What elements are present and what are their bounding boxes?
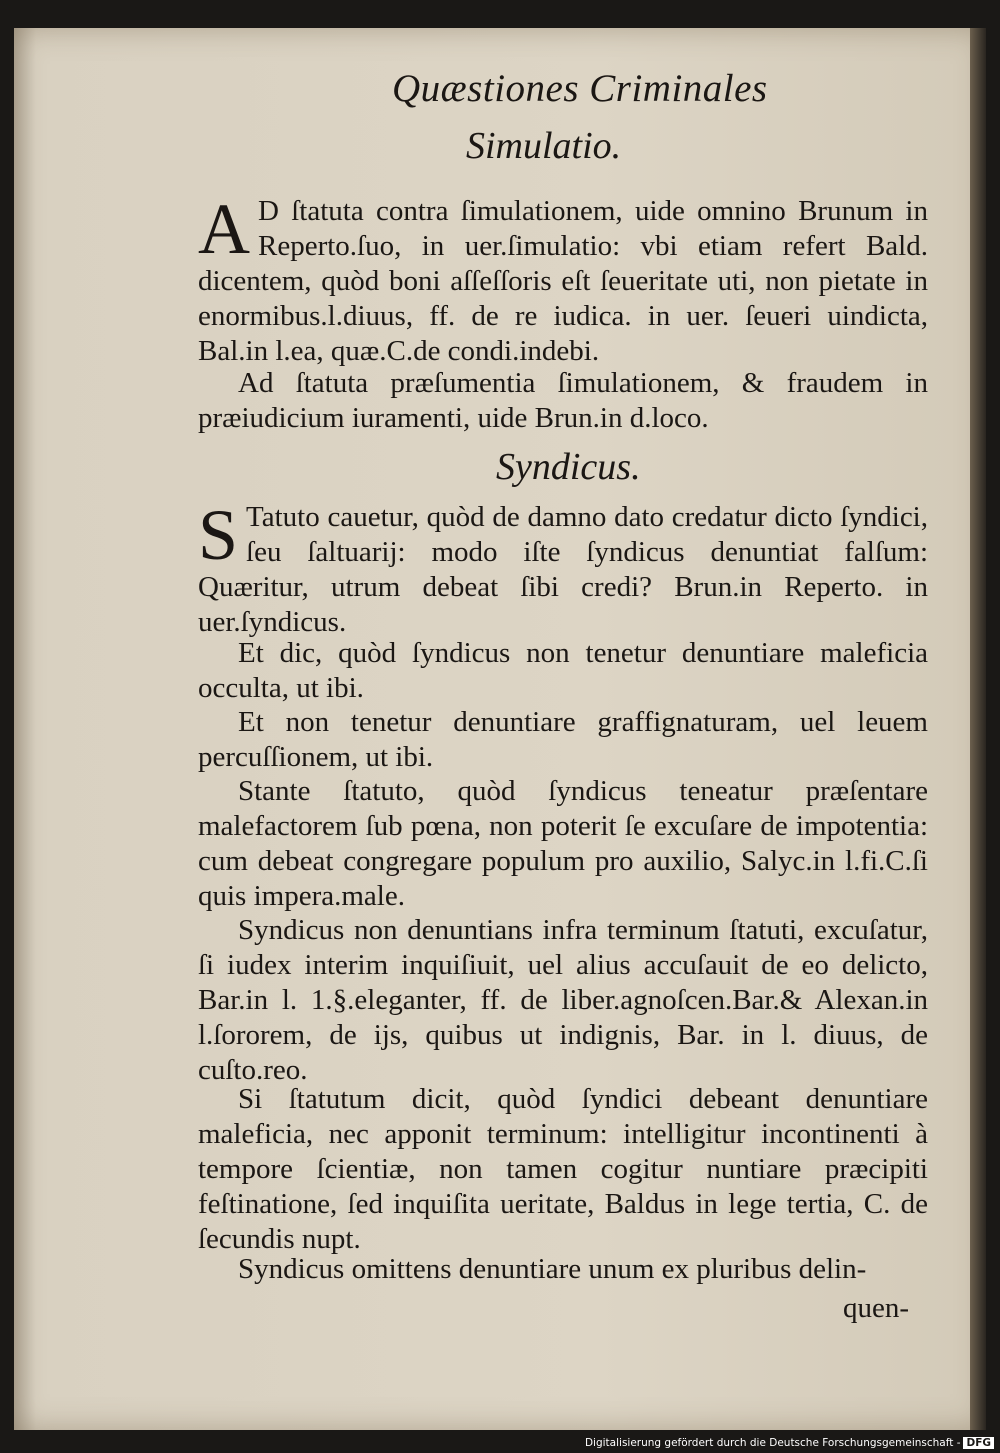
catchword: quen- <box>843 1292 910 1324</box>
drop-cap: S <box>198 495 239 575</box>
paragraph: Syndicus omittens denuntiare unum ex pluribus delin- <box>238 1253 867 1285</box>
section-heading-syndicus: Syndicus. <box>496 446 641 488</box>
paragraph: Stante ſtatuto, quòd ſyndicus teneatur præſentare malefactorem ſub pœna, non poterit ſe excuſare de impotentia: cum debeat congregare populum pro auxilio, Salyc.in l.fi.C.ſi quis impera.male. <box>198 775 928 912</box>
paragraph: Et non tenetur denuntiare graffignaturam, uel leuem percuſſionem, ut ibi. <box>198 706 928 773</box>
footer-credit <box>585 1437 994 1449</box>
dfg-logo: DFG <box>963 1437 994 1449</box>
running-head: Quæstiones Criminales <box>392 67 768 110</box>
paragraph <box>198 189 928 369</box>
paragraph: Syndicus non denuntians infra terminum ſtatuti, excuſatur, ſi iudex interim inquiſiuit, uel alius accuſauit de eo delicto, Bar.in l. 1.§.eleganter, ff. de liber.agnoſcen.Bar.& Alexan.in l.ſororem, de ijs, quibus ut indignis, Bar. in l. diuus, de cuſto.reo. <box>198 914 928 1086</box>
paragraph: Ad ſtatuta præſumentia ſimulationem, & fraudem in præiudicium iuramenti, uide Brun.in d.loco. <box>198 367 928 434</box>
paragraph: Si ſtatutum dicit, quòd ſyndici debeant denuntiare maleficia, nec apponit terminum: intelligitur incontinenti à tempore ſcientiæ, non tamen cogitur nuntiare præcipiti feſtinatione, ſed inquiſita ueritate, Baldus in lege tertia, C. de ſecundis nupt. <box>198 1083 928 1255</box>
paragraph-text: Tatuto cauetur, quòd de damno dato credatur dicto ſyndici, ſeu ſaltuarij: modo iſte ſyndicus denuntiat falſum: Quæritur, utrum debeat ſibi credi? Brun.in Reperto. in uer.ſyndicus. <box>198 501 928 638</box>
paragraph: Et dic, quòd ſyndicus non tenetur denuntiare maleficia occulta, ut ibi. <box>198 637 928 704</box>
footer-text: Digitalisierung gefördert durch die Deutsche Forschungsgemeinschaft - <box>584 1437 961 1449</box>
paragraph <box>198 495 928 640</box>
drop-cap: A <box>198 189 250 269</box>
paragraph-text: D ſtatuta contra ſimulationem, uide omnino Brunum in Reperto.ſuo, in uer.ſimulatio: vbi etiam refert Bald. dicentem, quòd boni aſſeſſoris eſt ſeueritate uti, non pietate in enormibus.l.diuus, ff. de re iudica. in uer. ſeueri uindicta, Bal.in l.ea, quæ.C.de condi.indebi. <box>198 195 928 367</box>
page-edge <box>970 28 986 1430</box>
section-heading-simulatio: Simulatio. <box>466 125 622 167</box>
